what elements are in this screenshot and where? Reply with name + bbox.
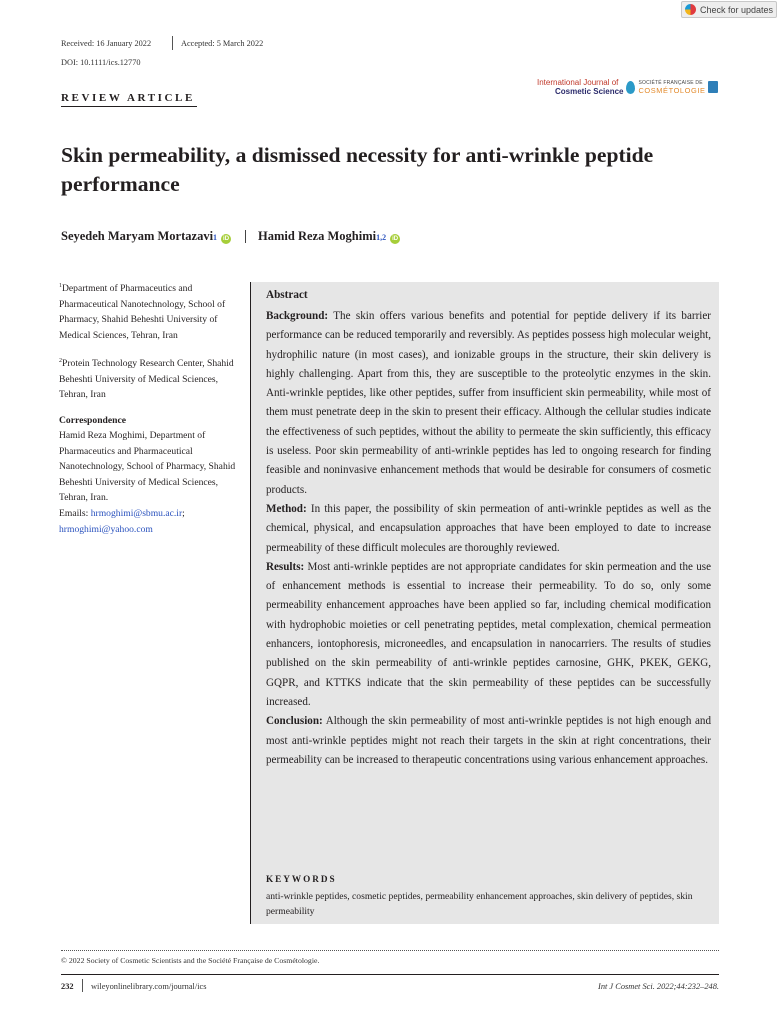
email-separator: ; [182,507,185,519]
author-list [61,229,400,244]
affiliation [59,279,245,343]
drop-icon [626,81,635,94]
keywords-heading: KEYWORDS [266,874,337,884]
background-text: The skin offers various benefits and potential for peptide delivery if its barrier performance can be reduced temporarily and reversibly. As peptides possess high molecular weight, hydrophilic nature (in most cases), and ionizable groups in the structure, their skin delivery is highly challenging. Apart from this, they are susceptible to the proteolytic enzymes in the skin. Anti-wrinkle peptides, like other peptides, suffer from insufficient skin permeability, while most of them must penetrate deep in the skin to present their efficacy. Although the cellular studies indicate the effectiveness of such peptides, without the ability to permeate the skin sufficiently, this efficacy is useless. Poor skin permeability of anti-wrinkle peptides has led to ongoing research for finding feasible and noninvasive enhancement methods that would be desirable for consumers of cosmetic products. [266,310,711,496]
society-logo-line1: SOCIÉTÉ FRANÇAISE DE [638,80,703,86]
author-name[interactable]: Hamid Reza Moghimi [258,229,377,243]
email-link[interactable]: hrmoghimi@sbmu.ac.ir [90,507,183,519]
article-type-underline [61,106,197,107]
abstract-body [266,307,711,770]
article-type: REVIEW ARTICLE [61,92,195,104]
orcid-icon[interactable]: iD [392,236,399,242]
emails-label: Emails: [59,507,91,519]
footer-divider [82,979,83,992]
correspondence-text: Hamid Reza Moghimi, Department of Pharmaceutics and Pharmaceutical Nanotechnology, School of Pharmacy, Shahid Beheshti University of Medical Sciences, Tehran, Iran. [59,430,236,504]
correspondence-heading: Correspondence [59,415,126,426]
article-title: Skin permeability, a dismissed necessity for anti-wrinkle peptide performance [61,143,654,196]
affiliation-number: 2 [59,358,62,364]
abstract-conclusion [266,712,711,770]
society-badge-icon [708,81,718,93]
email-link[interactable]: hrmoghimi@yahoo.com [59,523,153,535]
method-text: In this paper, the possibility of skin permeation of anti-wrinkle peptides as well as the chemical, physical, and encapsulation approaches that have been employed to date to increase permeability of these difficult molecules are thoroughly reviewed. [266,502,711,554]
correspondence-body [59,428,245,537]
affiliation-text: Protein Technology Research Center, Shahid Beheshti University of Medical Sciences, Tehran, Iran [59,358,234,401]
check-for-updates-label: Check for updates [700,4,774,15]
crossmark-icon [685,4,696,15]
author-affiliation-marker[interactable]: 1 [213,233,218,242]
conclusion-text: Although the skin permeability of most anti-wrinkle peptides is not high enough and most anti-wrinkle peptides might not reach their targets in the skin at right concentrations, their permeability can be increased to therapeutic concentrations using various enhancement approaches. [266,715,711,766]
author-affiliation-marker[interactable]: 1,2 [376,233,387,242]
journal-logo-line2: Cosmetic Science [555,87,624,96]
society-logo-line2: COSMÉTOLOGIE [638,86,706,95]
author-divider [245,230,246,243]
footer-dotted-rule [61,950,719,951]
accepted-date: Accepted: 5 March 2022 [181,39,264,48]
affiliation [59,354,245,403]
abstract-rule [250,282,251,924]
author-name[interactable]: Seyedeh Maryam Mortazavi [61,229,214,243]
affiliation-text: Department of Pharmaceutics and Pharmaceutical Nanotechnology, School of Pharmacy, Shahid Beheshti University of Medical Sciences, Tehran, Iran [59,283,226,341]
background-label: Background: [266,310,329,322]
abstract-background [266,307,711,500]
abstract-heading: Abstract [266,289,308,301]
check-for-updates-button[interactable] [681,1,777,18]
meta-divider [172,36,173,50]
doi: DOI: 10.1111/ics.12770 [61,58,141,67]
received-date: Received: 16 January 2022 [61,39,152,48]
affiliation-number: 1 [59,283,62,289]
journal-logo[interactable] [537,75,719,99]
citation: Int J Cosmet Sci. 2022;44:232–248. [598,982,719,991]
abstract-method [266,500,711,558]
method-label: Method: [266,502,307,515]
results-text: Most anti-wrinkle peptides are not appropriate candidates for skin permeation and the use of enhancement methods is essential to increase their permeability. To do so, only some permeability enhancement approaches have been applied so far, including chemical modification with hydrophobic moieties or cell penetrating peptides, metal complexation, chemical permeation enhancers, iontophoresis, microneedles, and encapsulation in nanocarriers. The results of studies published on the skin permeability of anti-wrinkle peptides carnosine, GHK, PKEK, GEKG, GQPR, and KTTKS indicate that the skin permeability of these peptides can be successfully increased. [266,560,711,708]
orcid-icon[interactable]: iD [223,236,230,242]
journal-site-link[interactable]: wileyonlinelibrary.com/journal/ics [91,982,207,991]
keywords-text: anti-wrinkle peptides, cosmetic peptides, permeability enhancement approaches, skin delivery of peptides, skin permeability [266,891,693,917]
copyright: © 2022 Society of Cosmetic Scientists and the Société Française de Cosmétologie. [61,956,320,965]
journal-logo-line1: International Journal of [537,78,619,87]
footer-rule [61,974,719,975]
abstract-results [266,558,711,712]
results-label: Results: [266,560,305,573]
conclusion-label: Conclusion: [266,715,323,728]
page-number: 232 [61,982,74,991]
